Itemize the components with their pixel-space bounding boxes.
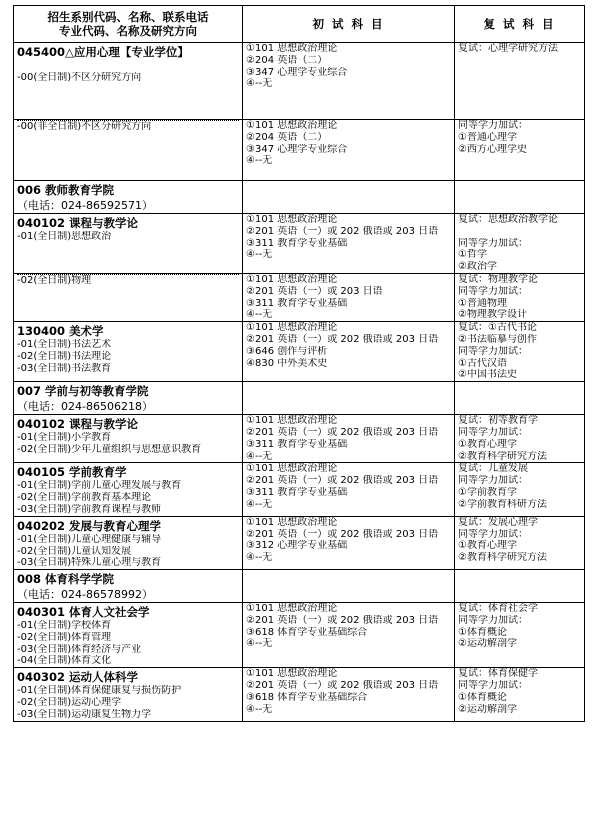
retest-subject: ②运动解剖学 (458, 703, 517, 715)
research-direction (17, 60, 239, 72)
major-cell (14, 322, 243, 382)
exam-subject: ①101 思想政治理论 (246, 43, 338, 54)
retest-subject: 复试：发展心理学 (458, 516, 538, 528)
exam-subjects-cell (243, 516, 455, 569)
major-row (14, 43, 585, 120)
major-title: 040105 学前教育学 (17, 465, 127, 480)
major-title: 130400 美术学 (17, 324, 104, 339)
exam-subject: ①101 思想政治理论 (246, 603, 338, 615)
major-cell (14, 415, 243, 463)
empty-cell (455, 180, 585, 213)
retest-subjects-cell (455, 119, 585, 180)
major-cell (14, 43, 243, 120)
empty-cell (243, 382, 455, 415)
exam-subject: ①101 思想政治理论 (246, 119, 338, 131)
major-row (14, 516, 585, 569)
header-line-2: 专业代码、名称及研究方向 (59, 24, 197, 38)
retest-subject: 同等学力加试： (458, 528, 528, 540)
department-title: 006 教师教育学院 (17, 182, 115, 197)
research-directions (17, 534, 239, 569)
retest-subjects-cell (455, 415, 585, 463)
research-direction: -03(全日制)体育经济与产业 (17, 643, 142, 655)
exam-subject: ③646 创作与评析 (246, 345, 328, 357)
research-direction (17, 107, 239, 119)
retest-subject: ②学前教育科研方法 (458, 498, 547, 510)
exam-subject: ②201 英语（一）或 202 俄语或 203 日语 (246, 614, 439, 626)
major-title: 040102 课程与教学论 (17, 215, 139, 230)
exam-subjects-cell (243, 415, 455, 463)
retest-subject: 复试：儿童发展 (458, 463, 528, 475)
retest-subject: 复试：①古代书论 (458, 322, 537, 334)
retest-subject: 同等学力加试： (458, 680, 528, 692)
major-title: 040301 体育人文社会学 (17, 605, 150, 620)
retest-subjects-cell (455, 43, 585, 120)
research-direction (17, 84, 239, 96)
retest-subjects-cell (455, 273, 585, 321)
research-direction: -01(全日制)学校体育 (17, 620, 112, 632)
table-header-row (14, 6, 585, 43)
retest-subject: 复试：初等教育学 (458, 415, 538, 427)
major-cell (14, 516, 243, 569)
department-row (14, 570, 585, 603)
research-direction: -02(全日制)儿童认知发展 (17, 545, 132, 557)
exam-subject: ②204 英语（二） (246, 131, 328, 143)
retest-subject: ①体育概论 (458, 691, 507, 703)
retest-subjects-cell (455, 603, 585, 668)
research-direction: -02(全日制)学前教育基本理论 (17, 492, 152, 504)
exam-subject: ④--无 (246, 249, 273, 261)
research-direction: -01(全日制)儿童心理健康与辅导 (17, 533, 162, 545)
exam-subject: ②201 英语（一）或 202 俄语或 203 日语 (246, 225, 439, 237)
retest-subject: ①普通心理学 (458, 131, 517, 143)
exam-subject: ③311 教育学专业基础 (246, 438, 348, 450)
retest-subject: ②西方心理学史 (458, 143, 527, 155)
research-direction: -00(非全日制)不区分研究方向 (17, 120, 152, 132)
retest-subject: ②教育科学研究方法 (458, 450, 547, 462)
research-direction: -01(全日制)学前儿童心理发展与教育 (17, 480, 182, 492)
empty-cell (243, 180, 455, 213)
retest-subject: ①教育心理学 (458, 540, 517, 552)
research-direction: -01(全日制)书法艺术 (17, 339, 112, 351)
research-direction: -02(全日制)体育管理 (17, 631, 112, 643)
research-direction: -03(全日制)书法教育 (17, 362, 112, 374)
major-cell (14, 273, 243, 321)
exam-subject: ④--无 (246, 552, 273, 564)
exam-subject: ③347 心理学专业综合 (246, 143, 348, 155)
exam-subjects-cell (243, 273, 455, 321)
department-row (14, 382, 585, 415)
research-direction: -01(全日制)体育保健康复与损伤防护 (17, 685, 182, 697)
exam-subject: ①101 思想政治理论 (246, 516, 338, 528)
major-row (14, 668, 585, 721)
retest-subject: 同等学力加试： (458, 426, 528, 438)
major-title: 040302 运动人体科学 (17, 670, 139, 685)
header-retest: 复 试 科 目 (455, 6, 585, 43)
admissions-table (13, 5, 585, 722)
research-direction: -00(全日制)不区分研究方向 (17, 71, 142, 83)
exam-subject: ③311 教育学专业基础 (246, 486, 348, 498)
exam-subject: ①101 思想政治理论 (246, 463, 338, 475)
header-line-1: 招生系别代码、名称、联系电话 (47, 9, 209, 24)
major-row (14, 273, 585, 321)
retest-subject (458, 78, 581, 90)
retest-subjects-cell (455, 516, 585, 569)
retest-subjects-cell (455, 322, 585, 382)
exam-subject: ④--无 (246, 309, 273, 321)
research-directions (17, 432, 239, 456)
exam-subject: ④--无 (246, 78, 273, 90)
retest-subject: ②运动解剖学 (458, 638, 517, 650)
research-direction: -01(全日制)思想政治 (17, 230, 112, 242)
exam-subject: ②201 英语（一）或 202 俄语或 203 日语 (246, 333, 439, 345)
header-initial-exam: 初 试 科 目 (243, 6, 455, 43)
exam-subjects-cell (243, 43, 455, 120)
exam-subject: ①101 思想政治理论 (246, 668, 338, 680)
retest-subject: ②书法临摹与创作 (458, 333, 537, 345)
research-direction: -02(全日制)物理 (17, 274, 92, 286)
research-direction: -02(全日制)运动心理学 (17, 697, 122, 709)
retest-subject: 同等学力加试： (458, 285, 528, 297)
retest-subject: ②物理教学设计 (458, 309, 527, 321)
retest-subject: 同等学力加试： (458, 614, 528, 626)
research-direction: -03(全日制)学前教育课程与教师 (17, 503, 162, 515)
research-directions (17, 274, 239, 287)
exam-subject: ①101 思想政治理论 (246, 273, 338, 285)
exam-subject: ④--无 (246, 498, 273, 510)
research-direction (17, 168, 239, 180)
research-direction (17, 156, 239, 168)
retest-subject: ①哲学 (458, 249, 487, 261)
department-title: 008 体育科学学院 (17, 572, 115, 587)
exam-subject: ①101 思想政治理论 (246, 213, 338, 225)
department-phone: （电话：024-86578992） (17, 588, 153, 602)
research-directions (17, 620, 239, 667)
retest-subject: ①普通物理 (458, 297, 507, 309)
exam-subject: ①101 思想政治理论 (246, 415, 338, 427)
major-row (14, 119, 585, 180)
major-title: 045400△应用心理【专业学位】 (17, 45, 189, 59)
header-dept-major (14, 6, 243, 43)
retest-subject: 复试：体育保健学 (458, 668, 538, 680)
exam-subjects-cell (243, 119, 455, 180)
exam-subject: ④830 中外美术史 (246, 357, 328, 369)
retest-subject: ①古代汉语 (458, 357, 507, 369)
retest-subject: 复试：物理教学论 (458, 273, 538, 285)
exam-subject: ③618 体育学专业基础综合 (246, 626, 368, 638)
research-directions (17, 339, 239, 374)
retest-subject: ②中国书法史 (458, 369, 517, 381)
research-direction: -02(全日制)少年儿童组织与思想意识教育 (17, 443, 202, 455)
retest-subject: ②政治学 (458, 261, 497, 273)
exam-subject: ②201 英语（一）或 202 俄语或 203 日语 (246, 426, 439, 438)
retest-subject: 同等学力加试： (458, 345, 528, 357)
exam-subject: ①101 思想政治理论 (246, 322, 338, 334)
retest-subject: 同等学力加试： (458, 475, 528, 487)
retest-subject: 同等学力加试： (458, 237, 528, 249)
retest-subject: 同等学力加试： (458, 119, 528, 131)
retest-subjects-cell (455, 213, 585, 273)
research-direction: -03(全日制)特殊儿童心理与教育 (17, 557, 162, 569)
empty-cell (243, 570, 455, 603)
retest-subject (458, 226, 581, 238)
exam-subject: ②204 英语（二） (246, 54, 328, 66)
exam-subject: ②201 英语（一）或 202 俄语或 203 日语 (246, 680, 439, 692)
major-title: 040202 发展与教育心理学 (17, 518, 162, 533)
major-row (14, 322, 585, 382)
research-directions (17, 60, 239, 119)
retest-subject: 复试：体育社会学 (458, 603, 538, 615)
retest-subjects-cell (455, 463, 585, 516)
exam-subject: ②201 英语（一）或 203 日语 (246, 285, 383, 297)
department-title: 007 学前与初等教育学院 (17, 384, 149, 399)
research-directions (17, 120, 239, 180)
department-cell (14, 382, 243, 415)
research-direction (17, 95, 239, 107)
retest-subject (458, 55, 581, 67)
exam-subject: ④--无 (246, 450, 273, 462)
major-row (14, 603, 585, 668)
research-direction: -04(全日制)体育文化 (17, 655, 112, 667)
major-cell (14, 603, 243, 668)
retest-subject (458, 67, 581, 79)
research-direction: -02(全日制)书法理论 (17, 350, 112, 362)
research-directions (17, 480, 239, 515)
major-row (14, 463, 585, 516)
exam-subject: ④--无 (246, 703, 273, 715)
department-row (14, 180, 585, 213)
research-directions (17, 685, 239, 720)
retest-subject: 复试：思想政治教学论 (458, 213, 558, 225)
retest-subject: ①体育概论 (458, 626, 507, 638)
research-directions (17, 231, 239, 243)
exam-subject: ③347 心理学专业综合 (246, 66, 348, 78)
research-direction: -03(全日制)运动康复生物力学 (17, 708, 152, 720)
exam-subjects-cell (243, 463, 455, 516)
table-body (14, 43, 585, 722)
research-direction: -01(全日制)小学教育 (17, 432, 112, 444)
retest-subjects-cell (455, 668, 585, 721)
empty-cell (455, 570, 585, 603)
exam-subjects-cell (243, 668, 455, 721)
exam-subject: ④--无 (246, 638, 273, 650)
empty-cell (455, 382, 585, 415)
exam-subjects-cell (243, 603, 455, 668)
major-cell (14, 119, 243, 180)
retest-subject: ①学前教育学 (458, 486, 517, 498)
exam-subject: ②201 英语（一）或 202 俄语或 203 日语 (246, 475, 439, 487)
major-row (14, 213, 585, 273)
retest-subject (458, 90, 581, 102)
exam-subject: ③618 体育学专业基础综合 (246, 691, 368, 703)
major-title: 040102 课程与教学论 (17, 417, 139, 432)
major-row (14, 415, 585, 463)
exam-subject: ③311 教育学专业基础 (246, 297, 348, 309)
exam-subjects-cell (243, 322, 455, 382)
department-phone: （电话：024-86592571） (17, 198, 153, 212)
department-cell (14, 570, 243, 603)
retest-subject: ①教育心理学 (458, 438, 517, 450)
exam-subjects-cell (243, 213, 455, 273)
research-direction (17, 133, 239, 145)
major-cell (14, 668, 243, 721)
research-direction (17, 145, 239, 157)
exam-subject: ②201 英语（一）或 202 俄语或 203 日语 (246, 528, 439, 540)
major-cell (14, 213, 243, 273)
retest-subject: ②教育科学研究方法 (458, 552, 547, 564)
retest-subject: 复试：心理学研究方法 (458, 43, 558, 54)
exam-subject: ③311 教育学专业基础 (246, 237, 348, 249)
exam-subject: ③312 心理学专业基础 (246, 540, 348, 552)
major-cell (14, 463, 243, 516)
exam-subject: ④--无 (246, 155, 273, 167)
department-cell (14, 180, 243, 213)
department-phone: （电话：024-86506218） (17, 400, 153, 414)
